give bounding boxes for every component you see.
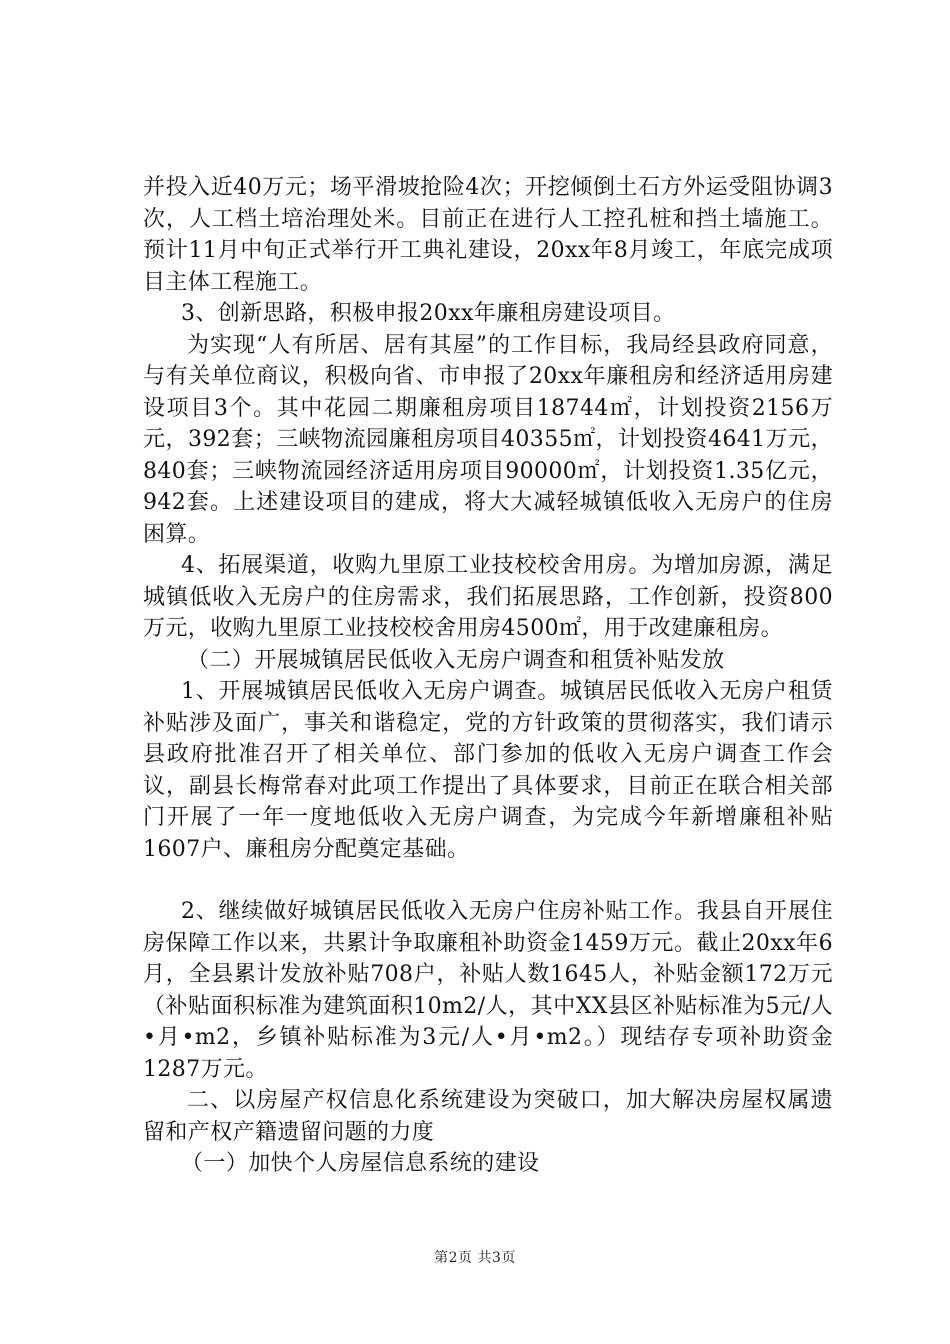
paragraph-heading-3: 3、创新思路，积极申报20xx年廉租房建设项目。 bbox=[181, 301, 676, 326]
section-heading-property-rights: 二、以房屋产权信息化系统建设为突破口，加大解决房屋权属遗留和产权产籍遗留问题的力度 bbox=[143, 1088, 833, 1145]
section-heading-2: （二）开展城镇居民低收入无房户调查和租赁补贴发放 bbox=[187, 647, 725, 673]
document-body bbox=[143, 172, 833, 1180]
section-heading-1-info-system: （一）加快个人房屋信息系统的建设 bbox=[181, 1151, 540, 1176]
paragraph-project-progress: 并投入近40万元；场平滑坡抢险4次；开挖倾倒土石方外运受阻协调3次，人工档土培治理处米。目前正在进行人工控孔桩和挡土墙施工。预计11月中旬正式举行开工典礼建设，20xx年8月竣工，年底完成项目主体工程施工。 bbox=[143, 175, 833, 295]
paragraph-survey: 1、开展城镇居民低收入无房户调查。城镇居民低收入无房户租赁补贴涉及面广，事关和谐稳定，党的方针政策的贯彻落实，我们请示县政府批准召开了相关单位、部门参加的低收入无房户调查工作会议，副县长梅常春对此项工作提出了具体要求，目前正在联合相关部门开展了一年一度地低收入无房户调查，为完成今年新增廉租补贴1607户、廉租房分配奠定基础。 bbox=[143, 679, 833, 862]
page-footer: 第2页 共3页 bbox=[434, 1250, 516, 1266]
paragraph-subsidy: 2、继续做好城镇居民低收入无房户住房补贴工作。我县自开展住房保障工作以来，共累计争取廉租补助资金1459万元。截止20xx年6月，全县累计发放补贴708户，补贴人数1645人，补贴金额172万元（补贴面积标准为建筑面积10m2/人，其中XX县区补贴标准为5元/人•月•m2，乡镇补贴标准为3元/人•月•m2。）现结存专项补助资金1287万元。 bbox=[143, 899, 833, 1082]
paragraph-heading-4-acquisition: 4、拓展渠道，收购九里原工业技校校舍用房。为增加房源，满足城镇低收入无房户的住房需求，我们拓展思路，工作创新，投资800万元，收购九里原工业技校校舍用房4500㎡，用于改建廉租房。 bbox=[143, 553, 833, 641]
paragraph-low-rent-application: 为实现“人有所居、居有其屋”的工作目标，我局经县政府同意，与有关单位商议，积极向省、市申报了20xx年廉租房和经济适用房建设项目3个。其中花园二期廉租房项目18744㎡，计划投资2156万元，392套；三峡物流园廉租房项目40355㎡，计划投资4641万元，840套；三峡物流园经济适用房项目90000㎡，计划投资1.35亿元，942套。上述建设项目的建成，将大大减轻城镇低收入无房户的住房困算。 bbox=[143, 332, 833, 547]
